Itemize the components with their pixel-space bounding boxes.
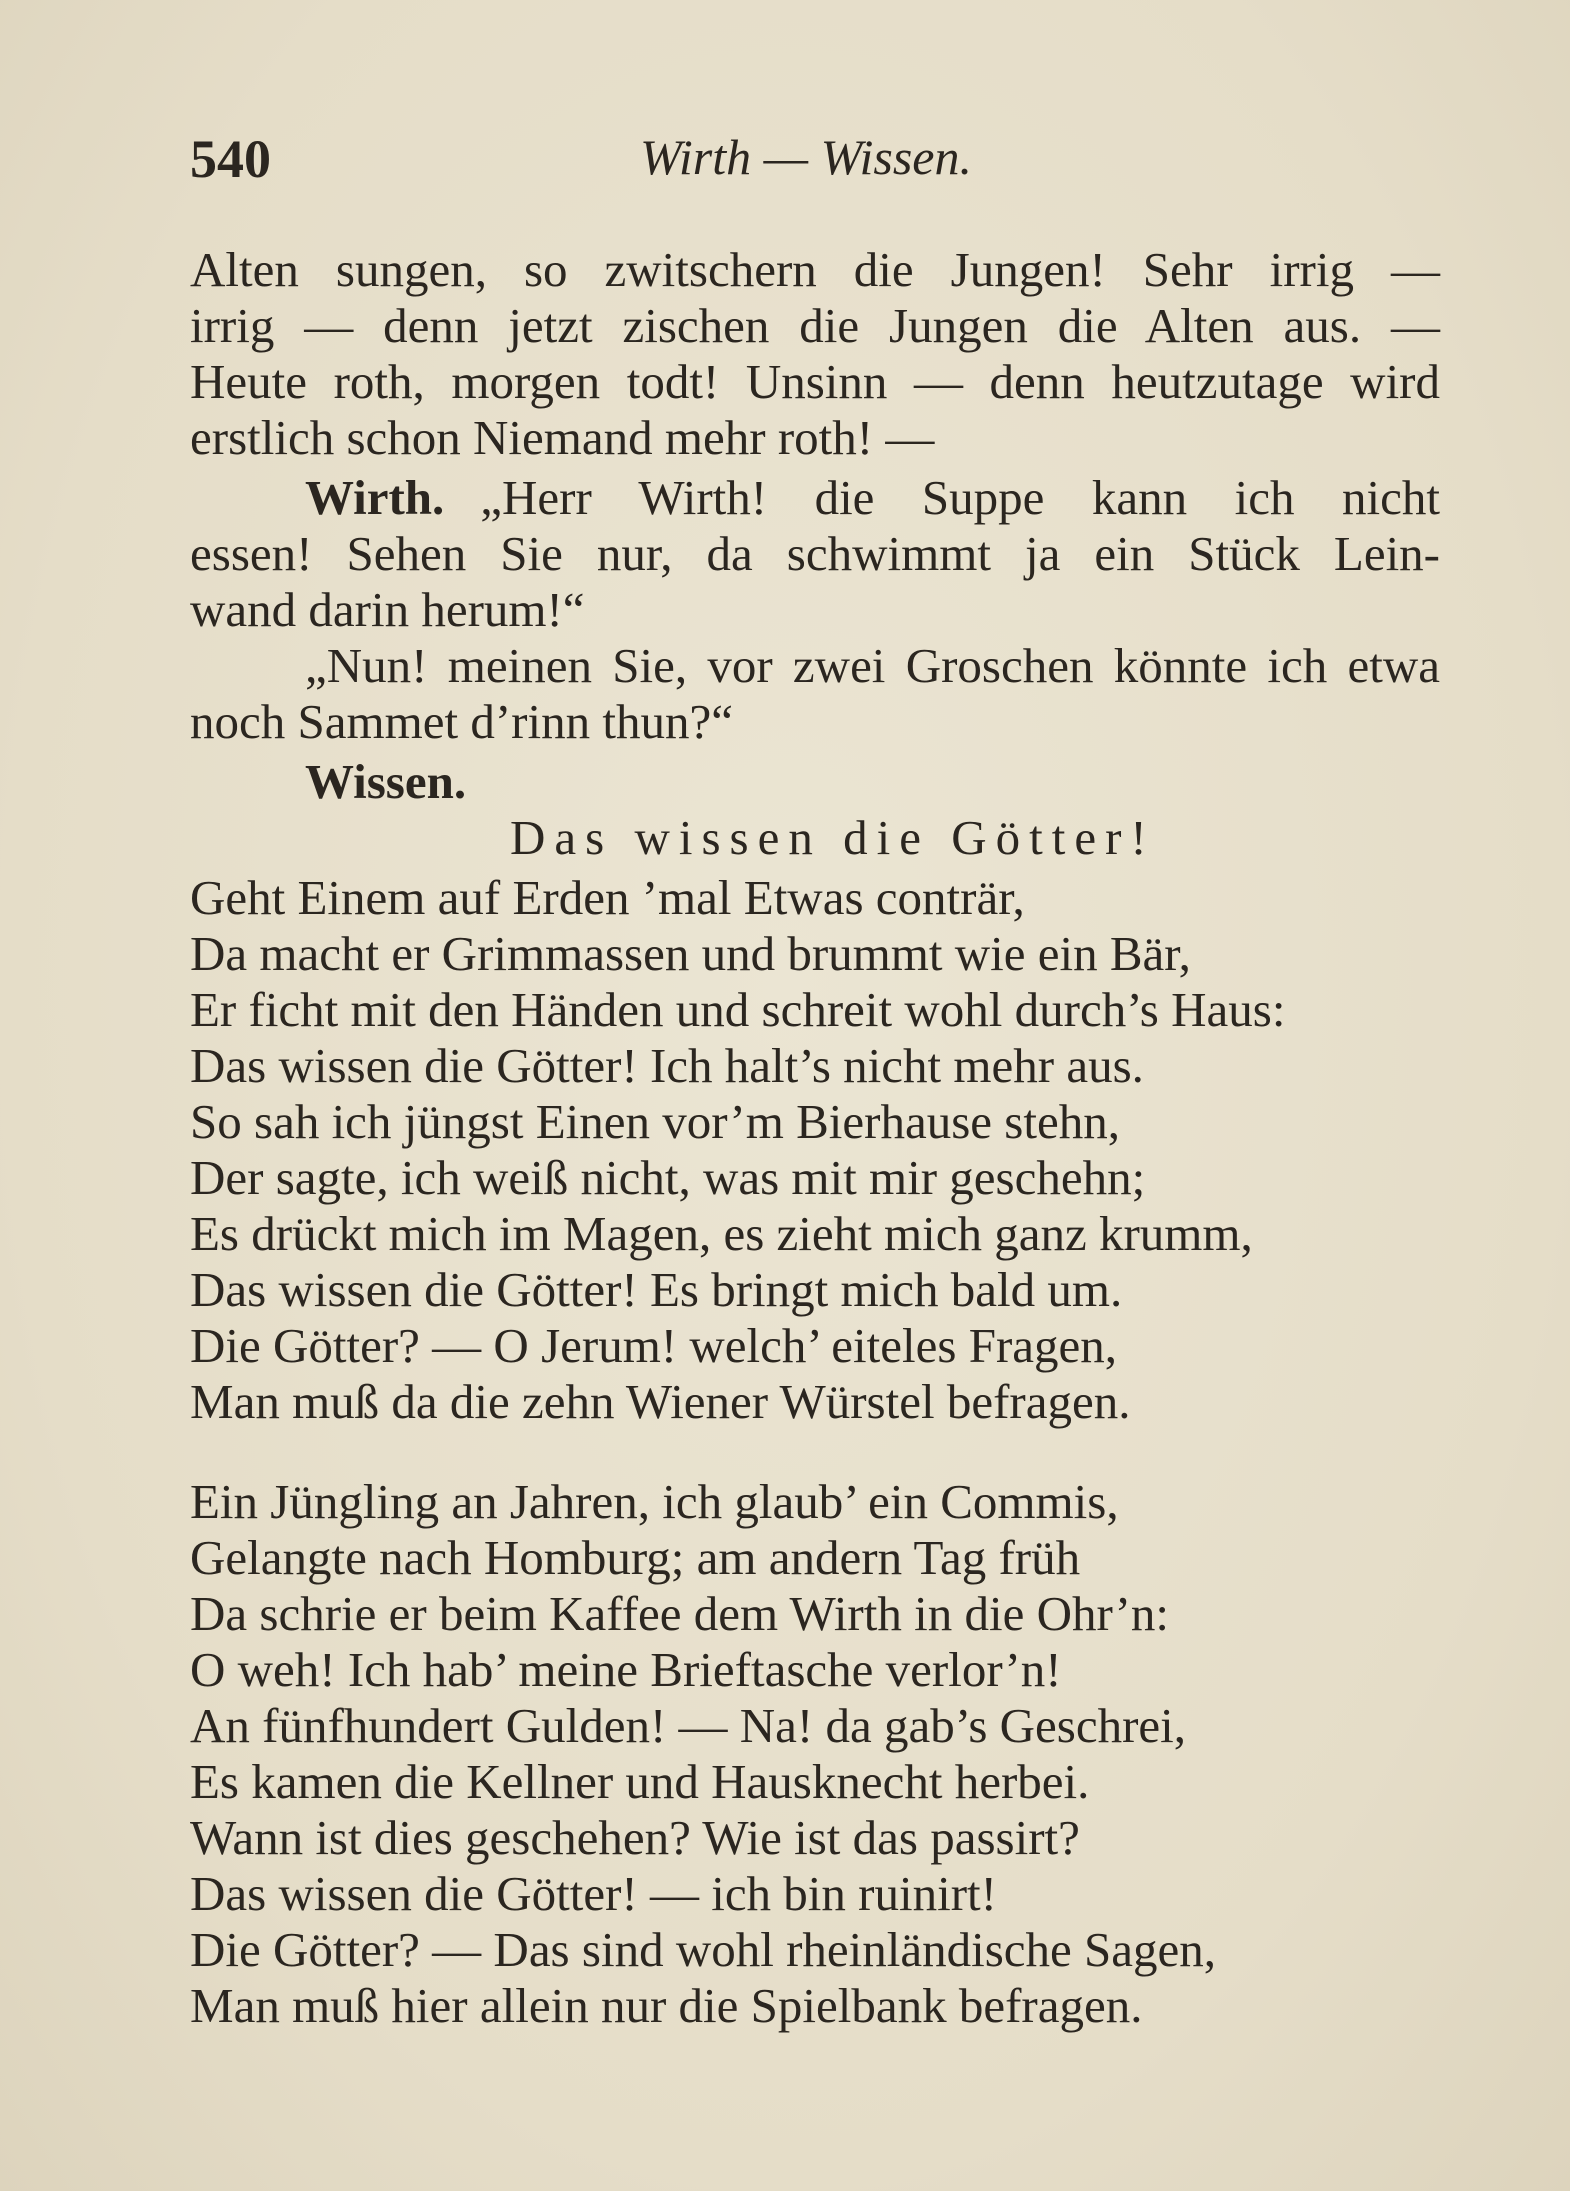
verse-line: An fünfhundert Gulden! — Na! da gab’s Geschrei,: [190, 1698, 1187, 1753]
text-line: irrig — denn jetzt zischen die Jungen die Alten aus. —: [190, 298, 1440, 353]
verse-line: Es kamen die Kellner und Hausknecht herbei.: [190, 1754, 1090, 1809]
page-header: [190, 118, 1440, 198]
verse-line: Das wissen die Götter! Es bringt mich bald um.: [190, 1262, 1123, 1317]
entry-heading-wirth: Wirth.: [305, 470, 445, 525]
verse-line: Ein Jüngling an Jahren, ich glaub’ ein Commis,: [190, 1474, 1119, 1529]
text-line: „Herr Wirth! die Suppe kann ich nicht: [480, 470, 1440, 525]
text-line: erstlich schon Niemand mehr roth! —: [190, 410, 935, 465]
page-number: 540: [190, 129, 271, 189]
verse-line: Die Götter? — Das sind wohl rheinländische Sagen,: [190, 1922, 1217, 1977]
running-head: Wirth — Wissen.: [640, 129, 972, 185]
verse-line: Es drückt mich im Magen, es zieht mich ganz krumm,: [190, 1206, 1253, 1261]
text-line: wand darin herum!“: [190, 582, 585, 637]
verse-line: Der sagte, ich weiß nicht, was mit mir geschehn;: [190, 1150, 1146, 1205]
verse-line: Man muß hier allein nur die Spielbank befragen.: [190, 1978, 1143, 2033]
verse-line: Die Götter? — O Jerum! welch’ eiteles Fragen,: [190, 1318, 1118, 1373]
verse-line: Man muß da die zehn Wiener Würstel befragen.: [190, 1374, 1131, 1429]
verse-line: Geht Einem auf Erden ’mal Etwas conträr,: [190, 870, 1025, 925]
verse-line: Wann ist dies geschehen? Wie ist das passirt?: [190, 1810, 1080, 1865]
verse-line: Da schrie er beim Kaffee dem Wirth in die Ohr’n:: [190, 1586, 1170, 1641]
verse-line: So sah ich jüngst Einen vor’m Bierhause stehn,: [190, 1094, 1120, 1149]
poem-title: Das wissen die Götter!: [510, 810, 1156, 865]
verse-line: O weh! Ich hab’ meine Brieftasche verlor’n!: [190, 1642, 1062, 1697]
verse-line: Das wissen die Götter! — ich bin ruinirt!: [190, 1866, 997, 1921]
verse-line: Gelangte nach Homburg; am andern Tag früh: [190, 1530, 1081, 1585]
verse-line: Da macht er Grimmassen und brummt wie ein Bär,: [190, 926, 1191, 981]
text-line: Heute roth, morgen todt! Unsinn — denn heutzutage wird: [190, 354, 1440, 409]
verse-line: Er ficht mit den Händen und schreit wohl durch’s Haus:: [190, 982, 1286, 1037]
text-line: Alten sungen, so zwitschern die Jungen! Sehr irrig —: [190, 242, 1440, 297]
entry-wirth-first-line: [305, 470, 1440, 526]
text-line: noch Sammet d’rinn thun?“: [190, 694, 733, 749]
text-line: essen! Sehen Sie nur, da schwimmt ja ein Stück Lein-: [190, 526, 1440, 581]
text-line: „Nun! meinen Sie, vor zwei Groschen könnte ich etwa: [305, 638, 1440, 693]
entry-heading-wissen: Wissen.: [305, 754, 467, 809]
verse-line: Das wissen die Götter! Ich halt’s nicht mehr aus.: [190, 1038, 1144, 1093]
